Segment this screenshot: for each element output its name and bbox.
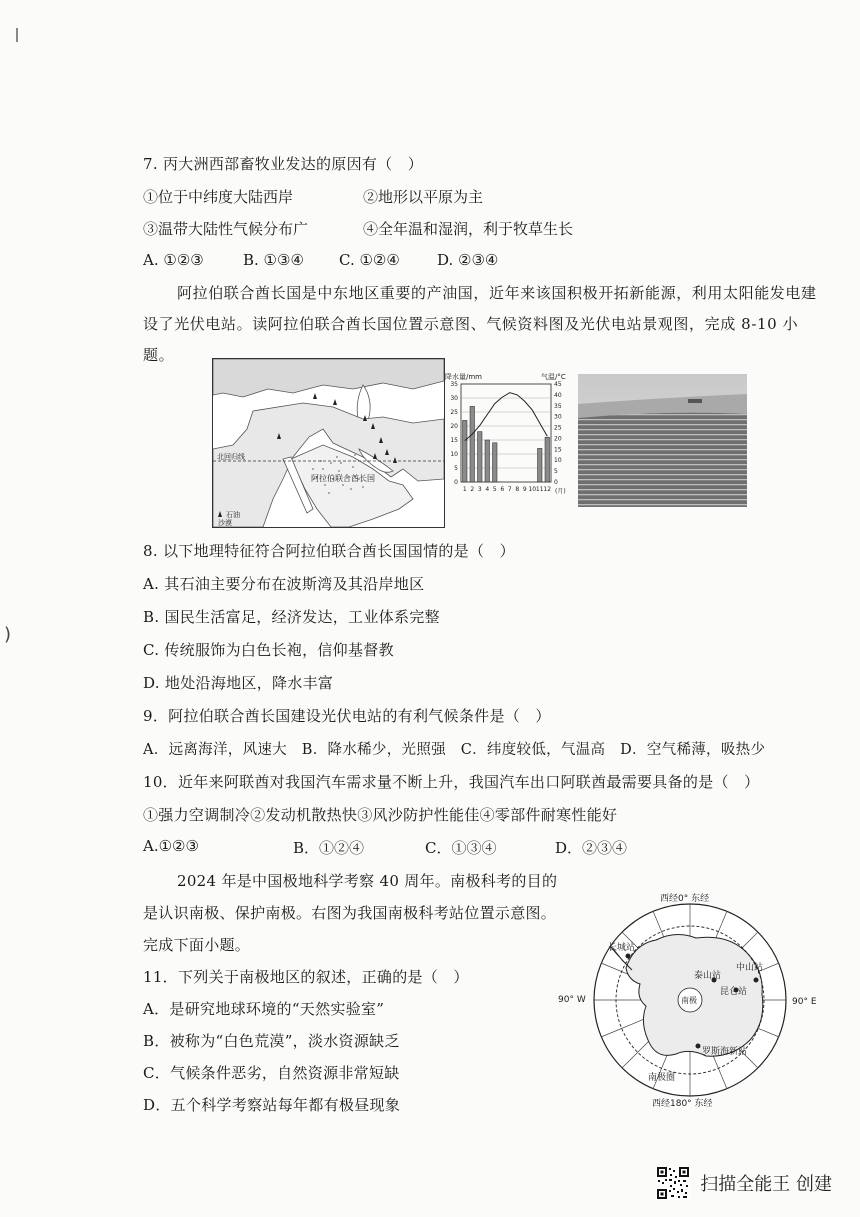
q10-option-a: A.①②③	[143, 837, 199, 855]
precipitation-bar	[545, 437, 550, 482]
precipitation-bar	[470, 406, 475, 482]
q7-option-d: D. ②③④	[437, 251, 499, 269]
legend-desert-label: 沙漠	[218, 519, 232, 527]
ross-sea-station-label: 罗斯海新站	[702, 1047, 748, 1057]
precipitation-bar	[463, 420, 468, 482]
scanner-watermark	[656, 1166, 832, 1200]
precip-tick-label: 30	[450, 395, 458, 402]
month-unit-label: (月)	[555, 488, 566, 495]
kunlun-station-label: 昆仑站	[720, 987, 748, 997]
q7-statement-2: ②地形以平原为主	[363, 188, 484, 206]
scanner-app-label: 扫描全能王 创建	[700, 1174, 832, 1195]
q9-stem: 9．阿拉伯联合酋长国建设光伏电站的有利气候条件是（ ）	[143, 707, 551, 725]
antarctic-station-map	[556, 888, 826, 1108]
month-tick-label: 3	[477, 486, 482, 493]
precip-tick-label: 25	[450, 409, 458, 416]
month-tick-label: 2	[470, 486, 475, 493]
temp-tick-label: 35	[554, 402, 562, 410]
q8-option-a: A. 其石油主要分布在波斯湾及其沿岸地区	[143, 575, 425, 593]
great-wall-station-label: 长城站	[608, 943, 636, 953]
q8-option-c: C. 传统服饰为白色长袍，信仰基督教	[143, 641, 394, 659]
antarctic-circle-label: 南极圈	[648, 1073, 676, 1083]
temp-tick-label: 40	[554, 391, 562, 399]
precip-tick-label: 20	[450, 423, 458, 430]
temp-tick-label: 20	[554, 435, 562, 443]
month-tick-label: 6	[500, 486, 505, 493]
uae-location-map	[212, 358, 445, 528]
longitude-90e-label: 90° E	[792, 997, 817, 1007]
zhongshan-station-label: 中山站	[736, 963, 764, 973]
temp-tick-label: 25	[554, 424, 562, 432]
q10-option-d: D．②③④	[555, 839, 628, 857]
month-tick-label: 1	[462, 486, 467, 493]
q11-stem: 11．下列关于南极地区的叙述，正确的是（ ）	[143, 968, 469, 986]
uae-intro-paragraph: 阿拉伯联合酋长国是中东地区重要的产油国，近年来该国积极开拓新能源，利用太阳能发电建设了光伏电站。读阿拉伯联合酋长国位置示意图、气候资料图及光伏电站景观图，完成 8-10 小题。	[143, 284, 817, 364]
q9-options: A．远离海洋，风速大 B．降水稀少，光照强 C．纬度较低，气温高 D．空气稀薄，吸热少	[143, 742, 766, 758]
taishan-station-label: 泰山站	[694, 971, 722, 981]
precipitation-bar	[538, 448, 543, 482]
precip-tick-label: 35	[450, 381, 458, 388]
q10-stem: 10．近年来阿联酋对我国汽车需求量不断上升，我国汽车出口阿联酋最需要具备的是（ ）	[143, 773, 760, 791]
qr-code-icon	[656, 1166, 690, 1200]
temp-tick-label: 15	[554, 446, 562, 454]
temperature-curve	[465, 393, 548, 441]
ross-sea-station-marker	[696, 1044, 701, 1049]
q11-option-b: B．被称为“白色荒漠”，淡水资源缺乏	[143, 1032, 400, 1050]
precip-axis-title: 降水量/mm	[445, 373, 482, 381]
month-tick-label: 11	[535, 486, 544, 493]
antarctic-intro-line2: 是认识南极、保护南极。右图为我国南极科考站位置示意图。	[143, 904, 557, 922]
legend-oil-label: 石油	[226, 511, 240, 519]
month-tick-label: 9	[522, 486, 527, 493]
q7-option-b: B. ①③④	[243, 251, 304, 269]
q7-stem: 7. 丙大洲西部畜牧业发达的原因有（ ）	[143, 155, 424, 173]
q10-statements: ①强力空调制冷②发动机散热快③风沙防护性能佳④零部件耐寒性能好	[143, 806, 618, 824]
plane-silhouette	[688, 399, 702, 403]
month-tick-label: 7	[507, 486, 512, 493]
precipitation-bar	[493, 443, 498, 482]
meridian-0-label: 西经0° 东经	[660, 894, 710, 904]
precip-tick-label: 15	[450, 437, 458, 444]
q8-option-b: B. 国民生活富足，经济发达，工业体系完整	[143, 608, 440, 626]
scan-edge-mark	[16, 28, 18, 42]
q8-option-d: D. 地处沿海地区，降水丰富	[143, 674, 334, 692]
q7-statement-3: ③温带大陆性气候分布广	[143, 220, 309, 238]
q10-option-c: C．①③④	[425, 839, 497, 857]
antarctic-intro-line3: 完成下面小题。	[143, 936, 251, 954]
precip-tick-label: 0	[454, 479, 458, 486]
month-tick-label: 8	[515, 486, 520, 493]
solar-plant-photo	[578, 374, 747, 507]
q10-option-b: B．①②④	[293, 839, 365, 857]
great-wall-station-marker	[626, 954, 631, 959]
meridian-180-label: 西经180° 东经	[652, 1099, 713, 1108]
month-tick-label: 12	[543, 486, 552, 493]
q8-stem: 8. 以下地理特征符合阿拉伯联合酋长国国情的是（ ）	[143, 542, 515, 560]
temp-axis-title: 气温/°C	[541, 373, 566, 381]
month-tick-label: 10	[528, 486, 537, 493]
temp-tick-label: 0	[554, 479, 558, 486]
temp-tick-label: 30	[554, 413, 562, 421]
temp-tick-label: 45	[554, 381, 562, 388]
q7-statement-1: ①位于中纬度大陆西岸	[143, 188, 294, 206]
month-tick-label: 4	[485, 486, 490, 493]
temp-tick-label: 5	[554, 468, 558, 476]
precipitation-bar	[478, 432, 483, 482]
temp-tick-label: 10	[554, 457, 562, 465]
q11-option-a: A．是研究地球环境的“天然实验室”	[143, 1000, 385, 1018]
q7-option-c: C. ①②④	[339, 251, 400, 269]
tropic-of-cancer-label: 北回归线	[217, 453, 245, 461]
zhongshan-station-marker	[754, 978, 759, 983]
q11-option-d: D．五个科学考察站每年都有极昼现象	[143, 1096, 401, 1114]
binding-hole-mark: )	[4, 624, 12, 645]
precipitation-bar	[485, 440, 490, 482]
q7-statement-4: ④全年温和湿润，利于牧草生长	[363, 220, 574, 238]
longitude-90w-label: 90° W	[558, 995, 586, 1005]
month-tick-label: 5	[492, 486, 497, 493]
precip-tick-label: 10	[450, 451, 458, 458]
climate-chart	[443, 370, 576, 495]
antarctic-intro-line1: 2024 年是中国极地科学考察 40 周年。南极科考的目的	[177, 872, 558, 890]
q11-option-c: C．气候条件恶劣，自然资源非常短缺	[143, 1064, 400, 1082]
precip-tick-label: 5	[454, 465, 458, 472]
uae-country-label: 阿拉伯联合酋长国	[311, 474, 375, 483]
q7-option-a: A. ①②③	[143, 251, 204, 269]
south-pole-label: 南极	[681, 996, 697, 1005]
